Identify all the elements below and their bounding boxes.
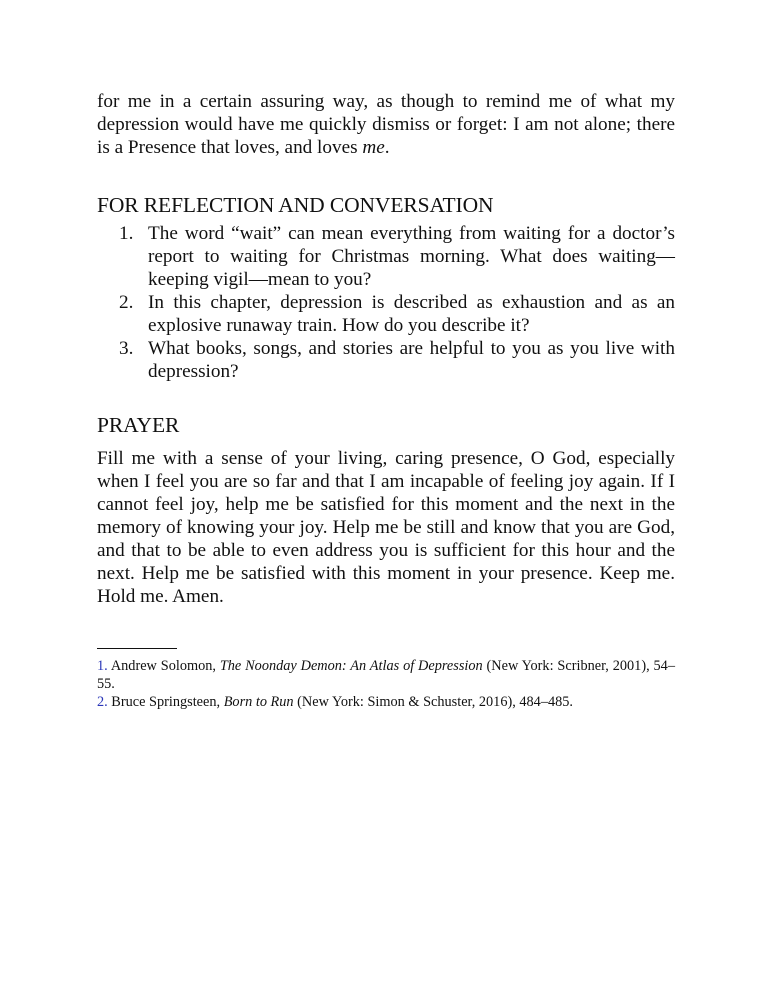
question-item: [97, 222, 675, 291]
opening-paragraph: [97, 90, 675, 159]
question-text: What books, songs, and stories are helpful to you as you live with depression?: [148, 338, 675, 382]
question-number: 3.: [119, 338, 134, 359]
footnote-item: [97, 657, 675, 693]
reflection-questions: [97, 222, 675, 383]
footnote-book-title: The Noonday Demon: An Atlas of Depression: [219, 658, 483, 674]
footnote-book-title: Born to Run: [223, 694, 294, 710]
opening-end: .: [384, 137, 390, 158]
footnotes: [97, 657, 675, 711]
footnote-item: [97, 693, 675, 711]
opening-text: for me in a certain assuring way, as though to remind me of what my depression would have me quickly dismiss or forget: I am not alone; there is a Presence that loves, and loves: [97, 91, 675, 158]
reflection-heading: FOR REFLECTION AND CONVERSATION: [97, 193, 494, 217]
question-item: [97, 337, 675, 383]
footnote-divider: [97, 648, 177, 649]
footnote-text: Bruce Springsteen,: [107, 694, 224, 710]
book-page: [97, 90, 675, 711]
prayer-heading: PRAYER: [97, 413, 180, 437]
footnote-link[interactable]: 2.: [97, 694, 108, 710]
question-text: The word “wait” can mean everything from waiting for a doctor’s report to waiting for Christmas morning. What does waiting—keeping vigil—mean to you?: [148, 223, 675, 290]
footnote-citation: (New York: Simon & Schuster, 2016), 484–485.: [293, 694, 574, 710]
footnote-link[interactable]: 1.: [97, 658, 108, 674]
question-number: 1.: [119, 223, 134, 244]
footnote-citation: (New York: Scribner, 2001), 54–55.: [97, 658, 675, 692]
footnote-text: Andrew Solomon,: [107, 658, 220, 674]
opening-emphasis: me: [362, 137, 385, 158]
prayer-paragraph: Fill me with a sense of your living, caring presence, O God, especially when I feel you are so far and that I am incapable of feeling joy again. If I cannot feel joy, help me be satisfied for this moment and the next in the memory of knowing your joy. Help me be still and know that you are God, and that to be able to even address you is sufficient for this hour and the next. Help me be satisfied with this moment in your presence. Keep me. Hold me. Amen.: [97, 448, 675, 607]
question-number: 2.: [119, 292, 134, 313]
question-text: In this chapter, depression is described as exhaustion and as an explosive runaway train. How do you describe it?: [148, 292, 675, 336]
question-item: [97, 291, 675, 337]
